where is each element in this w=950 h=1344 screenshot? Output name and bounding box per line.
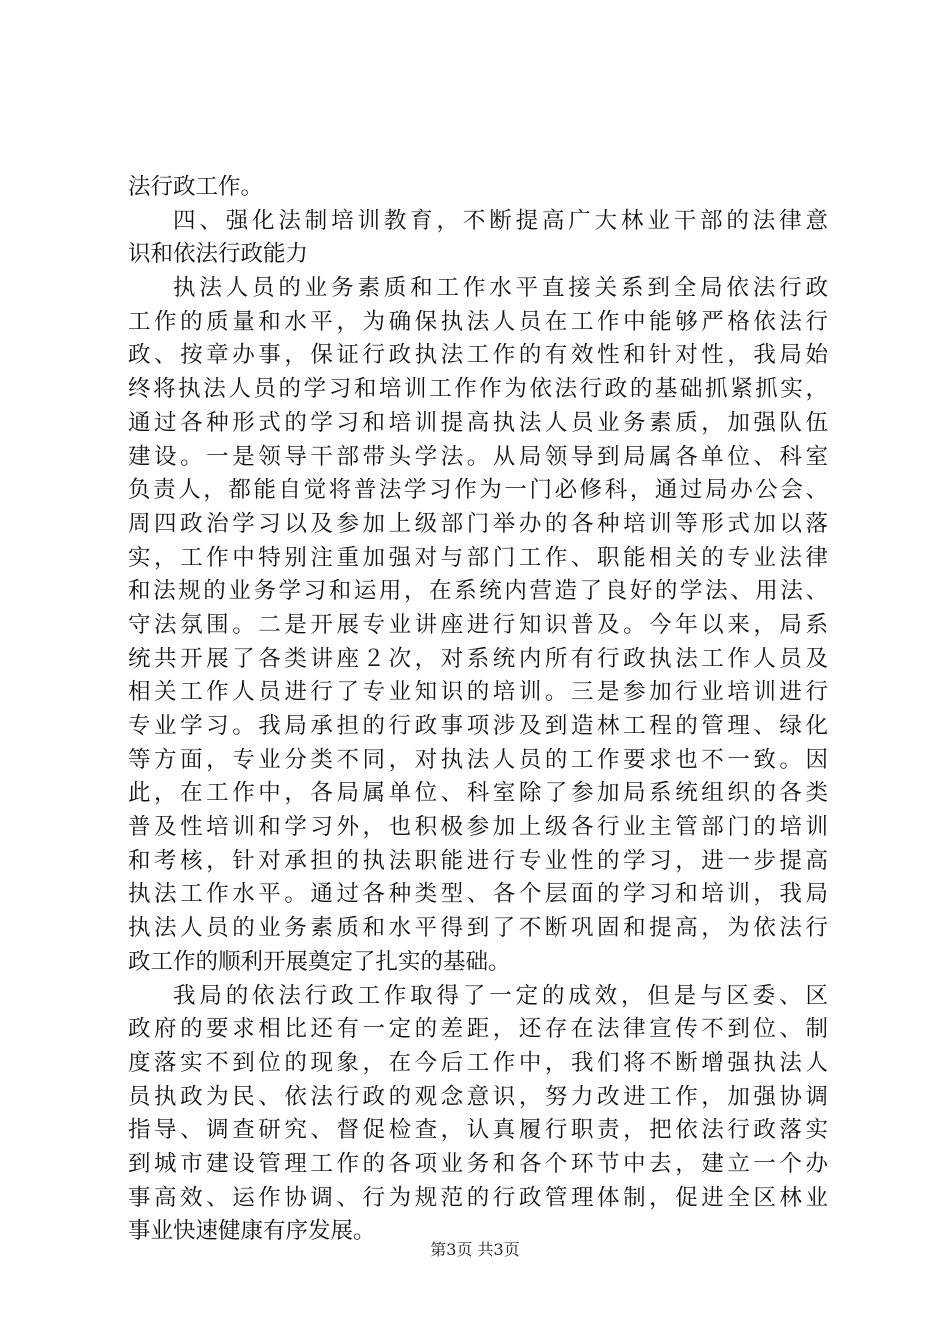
text-line: 四、强化法制培训教育，不断提高广大林业干部的法律意: [173, 207, 828, 234]
text-line: 员执政为民、依法行政的观念意识，努力改进工作，加强协调: [128, 1083, 828, 1110]
text-line: 统共开展了各类讲座２次，对系统内所有行政执法工作人员及: [128, 645, 828, 672]
document-body: [128, 171, 828, 1249]
text-line: 政、按章办事，保证行政执法工作的有效性和针对性，我局始: [128, 342, 828, 369]
text-line: 实，工作中特别注重加强对与部门工作、职能相关的专业法律: [128, 544, 828, 571]
text-line: 守法氛围。二是开展专业讲座进行知识普及。今年以来，局系: [128, 611, 828, 638]
text-line: 此，在工作中，各局属单位、科室除了参加局系统组织的各类: [128, 780, 828, 807]
text-line: 度落实不到位的现象，在今后工作中，我们将不断增强执法人: [128, 1049, 828, 1076]
text-line: 政府的要求相比还有一定的差距，还存在法律宣传不到位、制: [128, 1016, 828, 1043]
text-line: 到城市建设管理工作的各项业务和各个环节中去，建立一个办: [128, 1150, 828, 1177]
text-line: 通过各种形式的学习和培训提高执法人员业务素质，加强队伍: [128, 409, 828, 436]
text-line: 周四政治学习以及参加上级部门举办的各种培训等形式加以落: [128, 510, 828, 537]
text-line: 和法规的业务学习和运用，在系统内营造了良好的学法、用法、: [128, 578, 828, 605]
text-line: 我局的依法行政工作取得了一定的成效，但是与区委、区: [173, 982, 828, 1009]
text-line: 终将执法人员的学习和培训工作作为依法行政的基础抓紧抓实，: [128, 376, 828, 403]
text-line: 负责人，都能自觉将普法学习作为一门必修科，通过局办公会、: [128, 477, 828, 504]
text-line: 政工作的顺利开展奠定了扎实的基础。: [128, 948, 511, 975]
text-line: 执法工作水平。通过各种类型、各个层面的学习和培训，我局: [128, 881, 828, 908]
text-line: 等方面，专业分类不同，对执法人员的工作要求也不一致。因: [128, 746, 828, 773]
text-line: 执法人员的业务素质和工作水平直接关系到全局依法行政: [173, 275, 828, 302]
text-line: 事业快速健康有序发展。: [128, 1218, 376, 1245]
text-line: 识和依法行政能力: [128, 241, 309, 268]
text-line: 和考核，针对承担的执法职能进行专业性的学习，进一步提高: [128, 847, 828, 874]
text-line: 建设。一是领导干部带头学法。从局领导到局属各单位、科室: [128, 443, 828, 470]
page-footer: [0, 1240, 950, 1260]
text-line: 法行政工作。: [128, 174, 264, 200]
text-line: 相关工作人员进行了专业知识的培训。三是参加行业培训进行: [128, 679, 828, 706]
page-number-label: 第3页 共3页: [430, 1240, 520, 1259]
text-line: 指导、调查研究、督促检查，认真履行职责，把依法行政落实: [128, 1117, 828, 1144]
text-line: 专业学习。我局承担的行政事项涉及到造林工程的管理、绿化: [128, 713, 828, 739]
text-line: 工作的质量和水平，为确保执法人员在工作中能够严格依法行: [128, 308, 828, 335]
text-line: 普及性培训和学习外，也积极参加上级各行业主管部门的培训: [128, 814, 828, 841]
text-line: 事高效、运作协调、行为规范的行政管理体制，促进全区林业: [128, 1184, 828, 1211]
text-line: 执法人员的业务素质和水平得到了不断巩固和提高，为依法行: [128, 915, 828, 942]
